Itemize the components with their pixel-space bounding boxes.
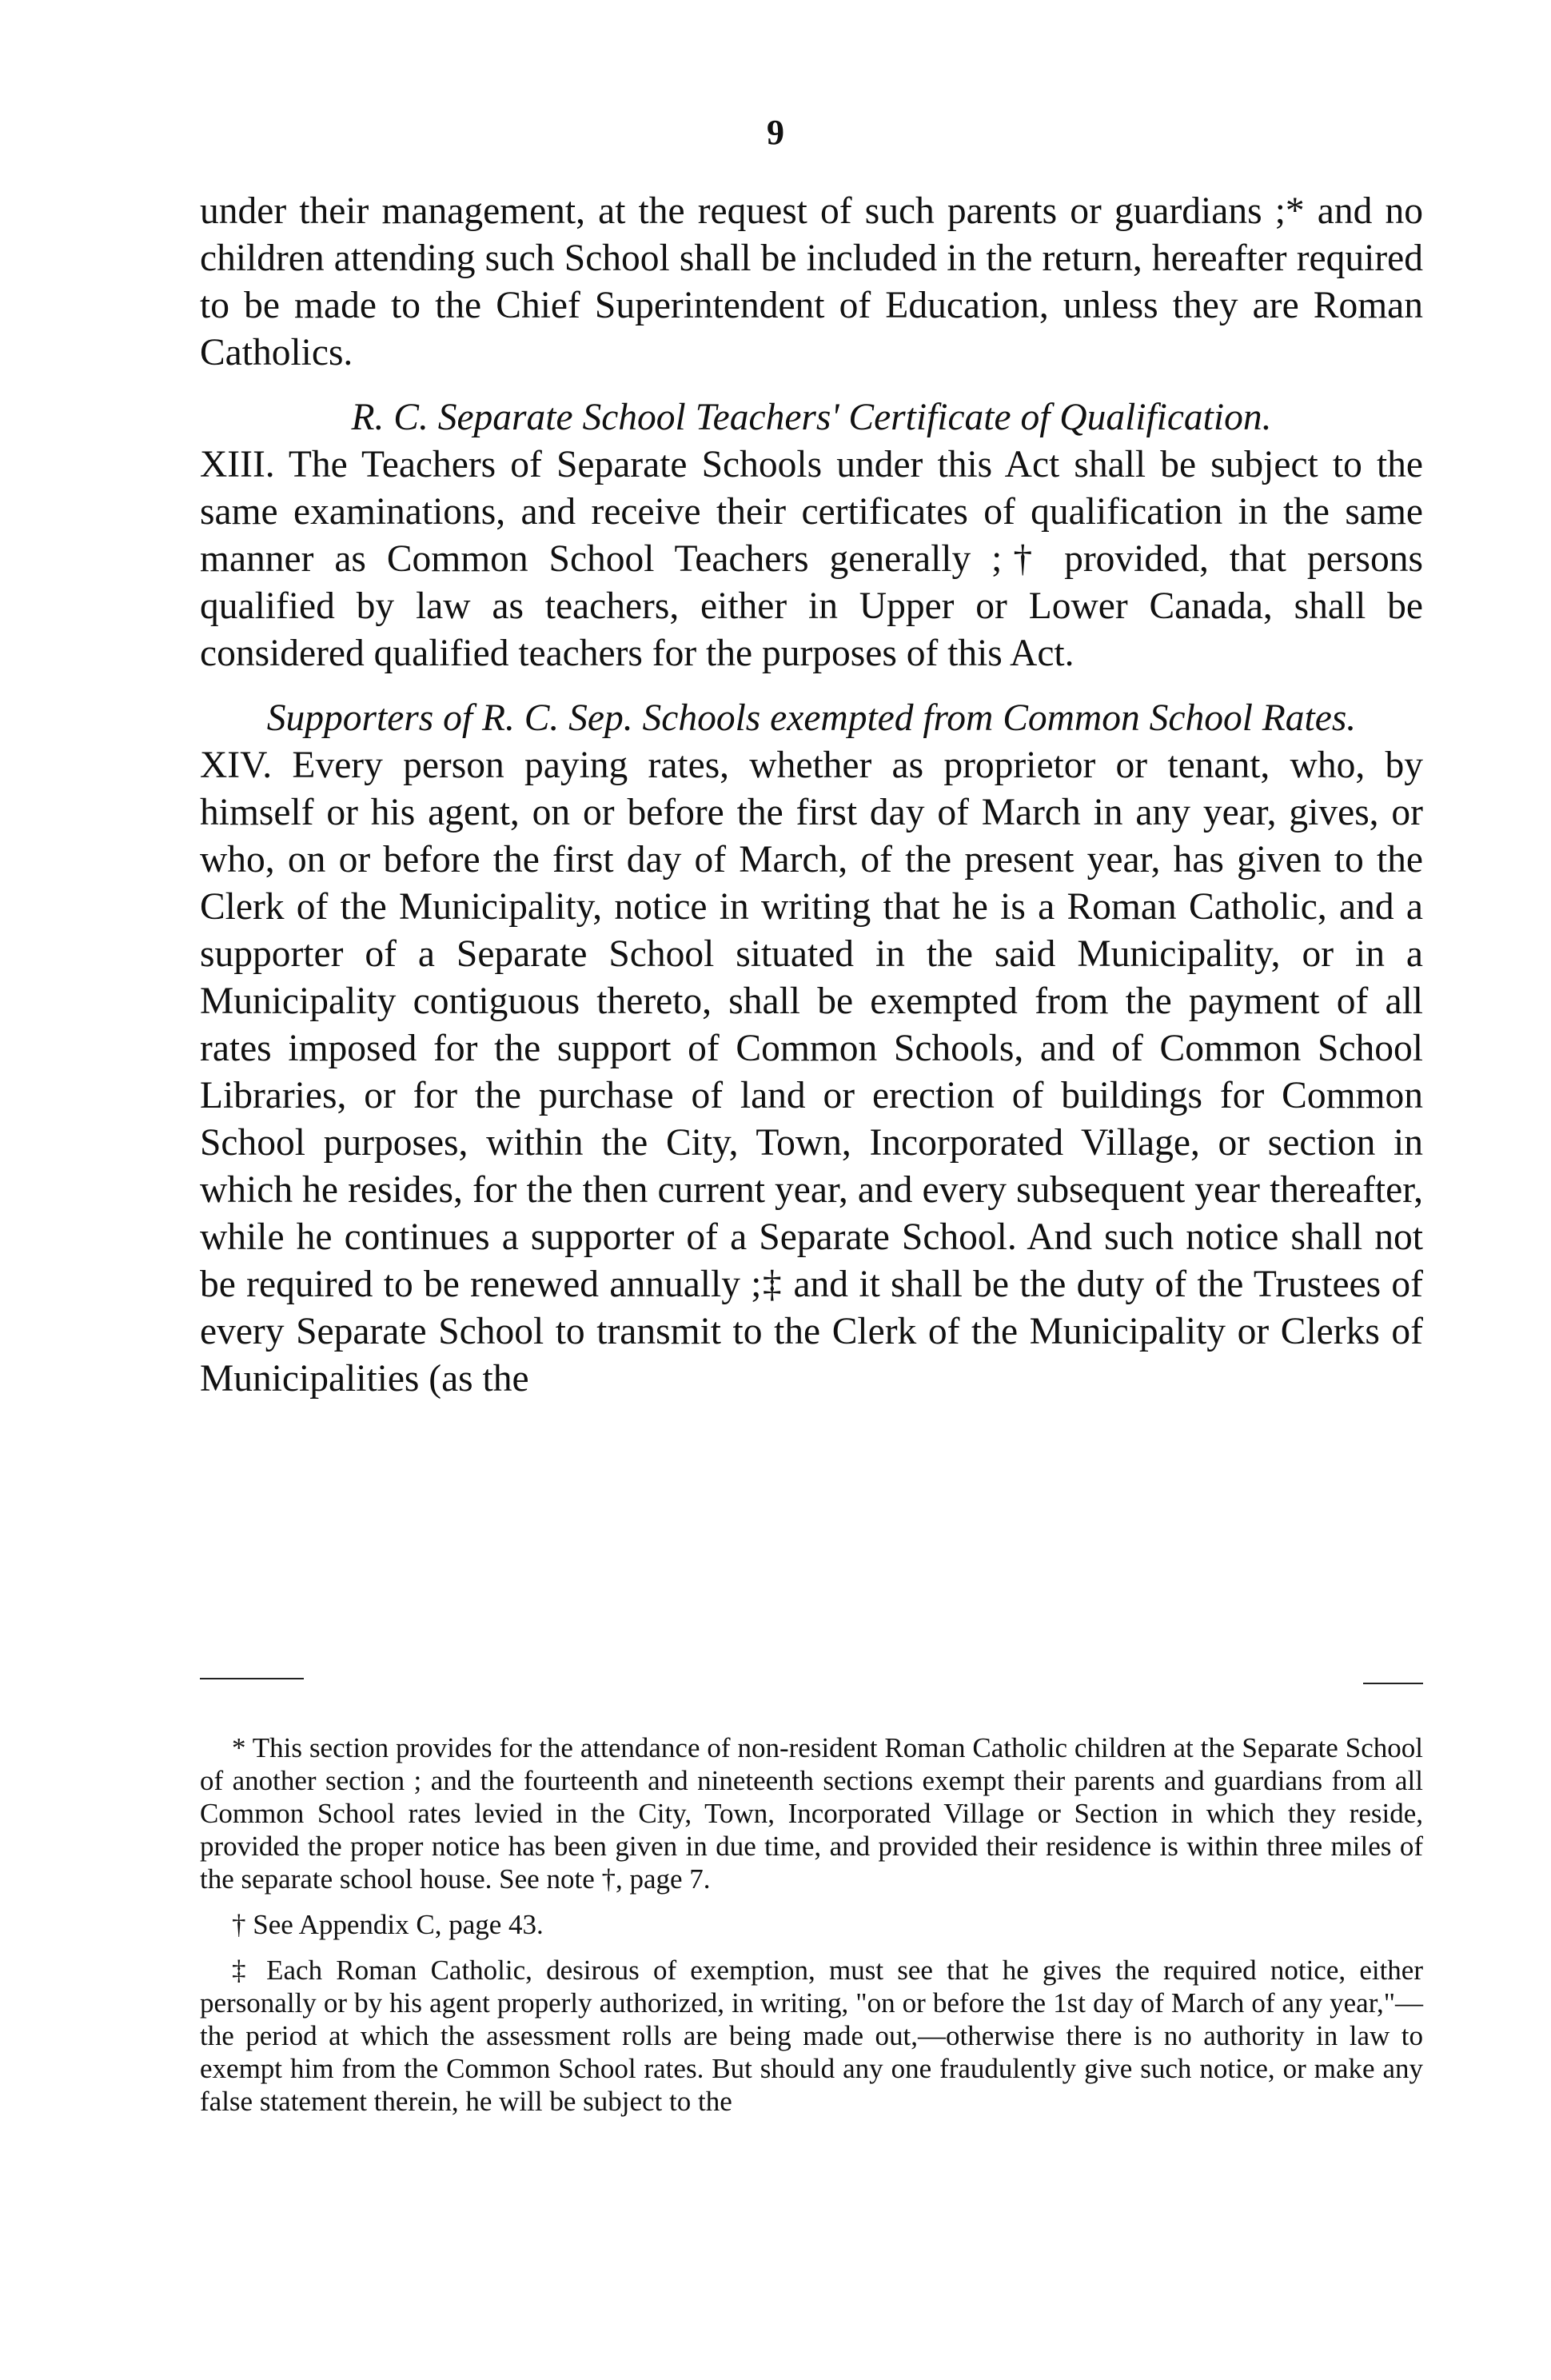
section-heading-supporters-exempted: Supporters of R. C. Sep. Schools exempted from Common School Rates. bbox=[266, 697, 1357, 739]
section-heading-teachers-certificate: R. C. Separate School Teachers' Certificate of Qualification. bbox=[351, 397, 1272, 438]
footnote-double-dagger: ‡ Each Roman Catholic, desirous of exemption, must see that he gives the required notice, either personally or by his agent properly authorized, in writing, "on or before the 1st day of March of any year,"—the period at which the assessment rolls are being made out,—otherwise there is no authority in law to exempt him from the Common School rates. But should any one fraudulently give such notice, or make any false statement therein, he will be subject to the bbox=[200, 1955, 1423, 2117]
footnotes bbox=[200, 1731, 1423, 2130]
paragraph-continuation: under their management, at the request of such parents or guardians ;* and no children attending such School shall be included in the return, hereafter required to be made to the Chief Superintendent of Education, unless they are Roman Catholics. bbox=[200, 190, 1423, 373]
main-text bbox=[200, 188, 1423, 1403]
footnote-asterisk: * This section provides for the attendance of non-resident Roman Catholic children at the Separate School of another section ; and the fourteenth and nineteenth sections exempt their parents and guardians from all Common School rates levied in the City, Town, Incorporated Village or Section in which they reside, provided the proper notice has been given in due time, and provided their residence is within three miles of the separate school house. See note †, page 7. bbox=[200, 1732, 1423, 1895]
paragraph-section-xiii: XIII. The Teachers of Separate Schools under this Act shall be subject to the same examinations, and receive their certificates of qualification in the same manner as Common School Teachers generally ;† provided, that persons qualified by law as teachers, either in Upper or Lower Canada, shall be considered qualified teachers for the purposes of this Act. bbox=[200, 444, 1423, 674]
paragraph-section-xiv: XIV. Every person paying rates, whether as proprietor or tenant, who, by himself or his agent, on or before the first day of March in any year, gives, or who, on or before the first day of March, of the present year, has given to the Clerk of the Municipality, notice in writing that he is a Roman Catholic, and a supporter of a Separate School situated in the said Municipality, or in a Municipality contiguous thereto, shall be exempted from the payment of all rates imposed for the support of Common Schools, and of Common School Libraries, or for the purchase of land or erection of buildings for Common School purposes, within the City, Town, Incorporated Village, or section in which he resides, for the then current year, and every subsequent year thereafter, while he continues a supporter of a Separate School. And such notice shall not be required to be renewed annually ;‡ and it shall be the duty of the Trustees of every Separate School to transmit to the Clerk of the Municipality or Clerks of Municipalities (as the bbox=[200, 745, 1423, 1400]
footnote-divider-left bbox=[200, 1678, 304, 1679]
footnote-dagger: † See Appendix C, page 43. bbox=[232, 1909, 544, 1940]
footnote-divider-right bbox=[1363, 1683, 1423, 1684]
page-number: 9 bbox=[767, 113, 784, 152]
